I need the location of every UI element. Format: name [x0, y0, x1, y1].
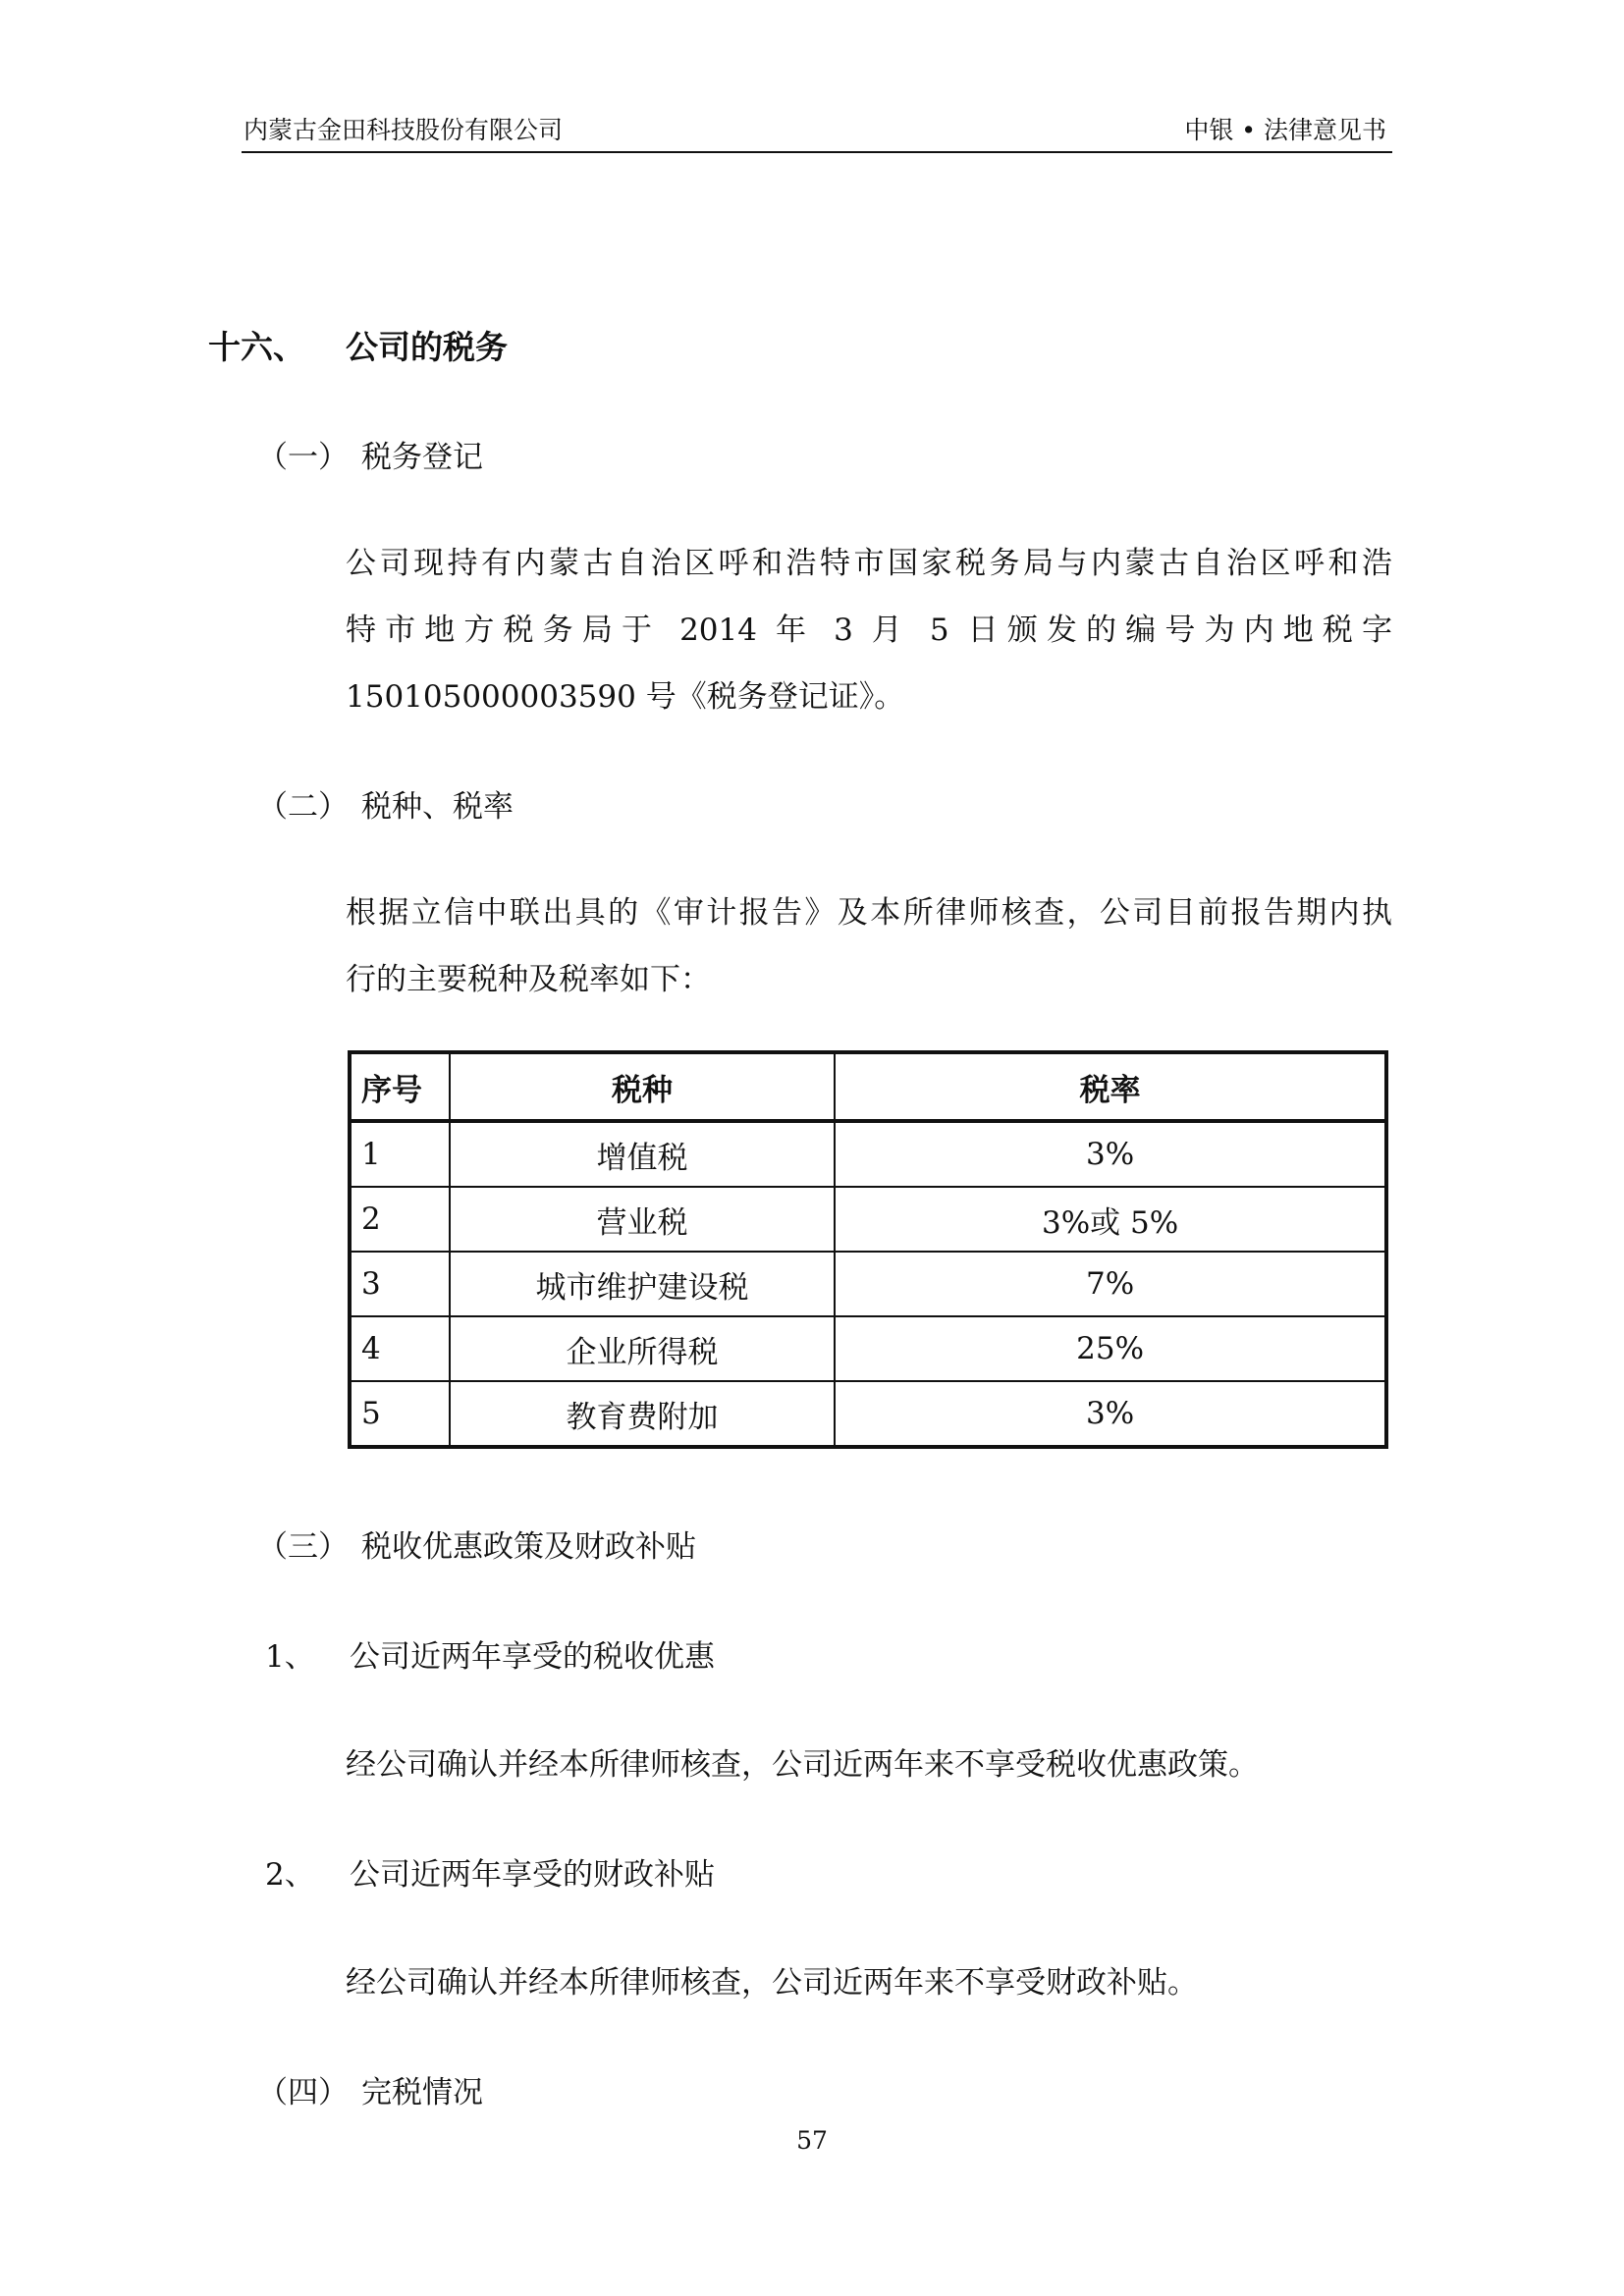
item-heading-tax-preference — [265, 1637, 715, 1677]
column-header-index: 序号 — [350, 1052, 450, 1121]
cell-tax-rate: 25% — [835, 1316, 1386, 1381]
column-header-tax-type: 税种 — [450, 1052, 835, 1121]
section-number: 十六、 — [208, 328, 305, 366]
table-row — [350, 1187, 1386, 1252]
subsection-heading-tax-types — [257, 787, 514, 827]
tax-registration-paragraph — [346, 530, 1392, 730]
item-title: 公司近两年享受的财政补贴 — [350, 1857, 715, 1893]
cell-index: 3 — [350, 1252, 450, 1316]
cell-index: 2 — [350, 1187, 450, 1252]
cell-index: 4 — [350, 1316, 450, 1381]
cell-tax-rate: 3% — [835, 1121, 1386, 1187]
subsection-number: （二） — [257, 789, 349, 825]
cell-tax-type: 增值税 — [450, 1121, 835, 1187]
cell-tax-type: 企业所得税 — [450, 1316, 835, 1381]
tax-preference-paragraph — [346, 1732, 1392, 1798]
subsection-title: 税种、税率 — [361, 789, 514, 825]
tax-types-paragraph — [346, 880, 1392, 1013]
paragraph-line: 行的主要税种及税率如下： — [346, 962, 711, 997]
header-document-type: 中银 • 法律意见书 — [1184, 116, 1386, 144]
subsection-heading-tax-incentives — [257, 1527, 696, 1567]
fiscal-subsidy-paragraph — [346, 1949, 1392, 2016]
paragraph-line: 经公司确认并经本所律师核查，公司近两年来不享受税收优惠政策。 — [346, 1747, 1259, 1783]
cell-tax-rate: 3% — [835, 1381, 1386, 1447]
tax-rate-table — [348, 1050, 1388, 1449]
cell-tax-rate: 7% — [835, 1252, 1386, 1316]
subsection-number: （三） — [257, 1529, 349, 1565]
header-divider — [242, 151, 1392, 153]
cell-tax-type: 城市维护建设税 — [450, 1252, 835, 1316]
subsection-number: （一） — [257, 440, 349, 475]
cell-tax-type: 营业税 — [450, 1187, 835, 1252]
subsection-number: （四） — [257, 2075, 349, 2110]
header-company-name: 内蒙古金田科技股份有限公司 — [244, 116, 564, 144]
table-row — [350, 1252, 1386, 1316]
cell-index: 1 — [350, 1121, 450, 1187]
subsection-title: 税务登记 — [361, 440, 483, 475]
subsection-heading-tax-registration — [257, 438, 483, 477]
item-number: 1、 — [265, 1639, 315, 1675]
subsection-title: 完税情况 — [361, 2075, 483, 2110]
paragraph-line: 公司现持有内蒙古自治区呼和浩特市国家税务局与内蒙古自治区呼和浩 — [346, 546, 1392, 581]
item-number: 2、 — [265, 1857, 315, 1893]
cell-index: 5 — [350, 1381, 450, 1447]
item-title: 公司近两年享受的税收优惠 — [350, 1639, 715, 1675]
table-row — [350, 1316, 1386, 1381]
paragraph-line: 150105000003590 号《税务登记证》。 — [346, 679, 905, 715]
section-heading — [208, 328, 508, 367]
table-row — [350, 1381, 1386, 1447]
cell-tax-rate: 3%或 5% — [835, 1187, 1386, 1252]
paragraph-line: 特市地方税务局于 2014 年 3 月 5 日颁发的编号为内地税字 — [346, 613, 1392, 648]
table-header-row — [350, 1052, 1386, 1121]
section-title: 公司的税务 — [346, 328, 508, 366]
table-row — [350, 1121, 1386, 1187]
cell-tax-type: 教育费附加 — [450, 1381, 835, 1447]
subsection-heading-tax-payment — [257, 2073, 483, 2112]
column-header-tax-rate: 税率 — [835, 1052, 1386, 1121]
paragraph-line: 经公司确认并经本所律师核查，公司近两年来不享受财政补贴。 — [346, 1965, 1198, 2001]
page-number: 57 — [796, 2126, 828, 2155]
paragraph-line: 根据立信中联出具的《审计报告》及本所律师核查，公司目前报告期内执 — [346, 895, 1392, 931]
subsection-title: 税收优惠政策及财政补贴 — [361, 1529, 696, 1565]
item-heading-fiscal-subsidy — [265, 1855, 715, 1895]
